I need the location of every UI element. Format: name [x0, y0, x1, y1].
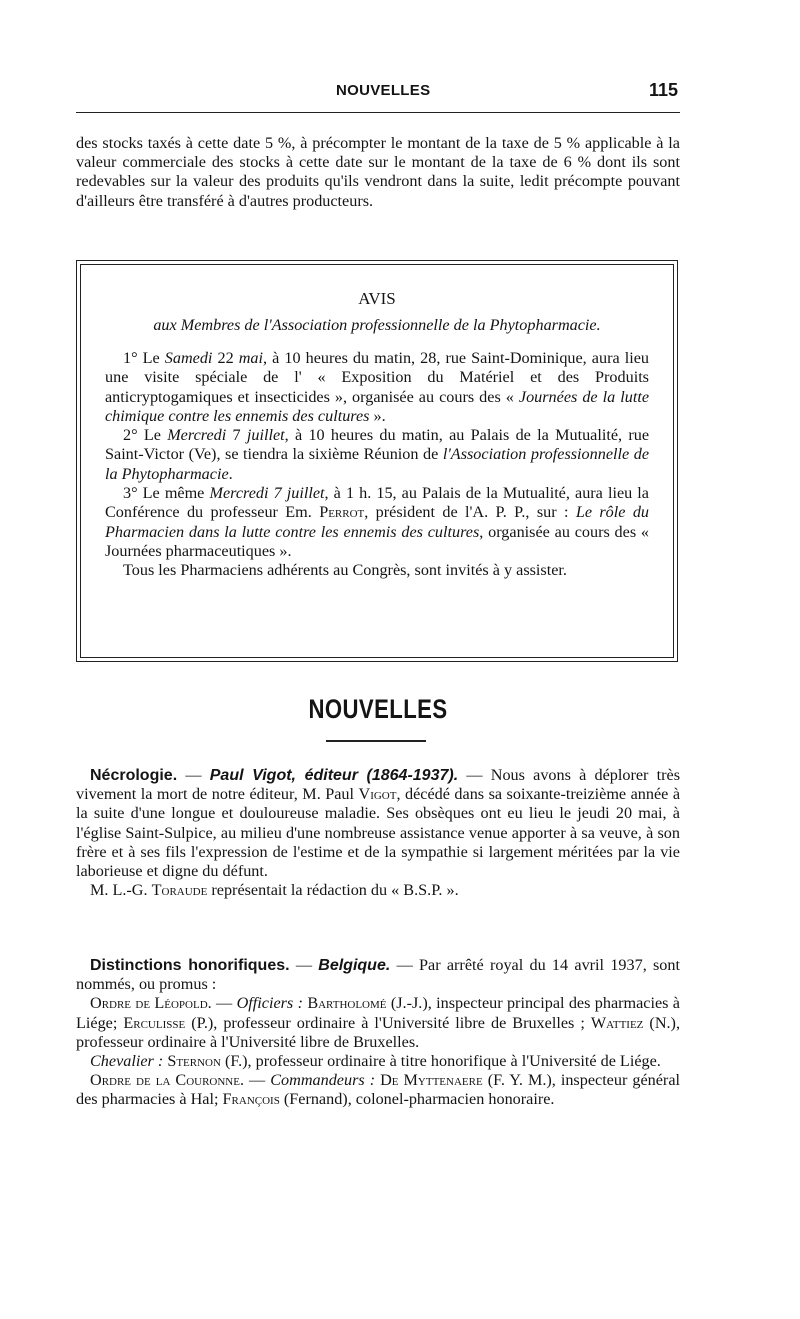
necrologie-signoff: M. L.-G. Toraude représentait la rédaction du « B.S.P. ». [90, 881, 459, 900]
section-title: NOUVELLES [308, 694, 448, 724]
header-rule [76, 112, 680, 113]
page-number: 115 [648, 80, 678, 100]
necrologie-heading: Paul Vigot, éditeur (1864-1937). [209, 767, 459, 784]
section-rule [326, 740, 426, 742]
avis-item-1: 1° Le Samedi 22 mai, à 10 heures du matin, 28, rue Saint-Dominique, aura lieu une visite spéciale de l' « Exposition du Matériel et des Produits anticryptogamiques et insecticides », organisée au cours des « Journées de la lutte chimique contre les ennemis des cultures ». [105, 349, 650, 425]
avis-item-3: 3° Le même Mercredi 7 juillet, à 1 h. 15, au Palais de la Mutualité, aura lieu la Conférence du professeur Em. Perrot, président de l'A. P. P., sur : Le rôle du Pharmacien dans la lutte contre les ennemis des cultures, organisée au cours des « Journées pharmaceutiques ». [105, 484, 650, 560]
avis-closing: Tous les Pharmaciens adhérents au Congrès, sont invités à y assister. [123, 561, 567, 580]
distinctions-country: Belgique. [318, 957, 391, 974]
necrologie-label: Nécrologie. [90, 767, 178, 784]
running-head-title: NOUVELLES [336, 82, 431, 99]
distinctions-intro: Distinctions honorifiques. — Belgique. — Par arrêté royal du 14 avril 1937, sont nommés, ou promus : [76, 956, 680, 994]
avis-box [76, 260, 678, 662]
ordre-leopold: Ordre de Léopold. — Officiers : Bartholomé (J.-J.), inspecteur principal des pharmacies à Liége; Erculisse (P.), professeur ordinaire à l'Université libre de Bruxelles ; Wattiez (N.), professeur ordinaire à l'Université libre de Bruxelles. [76, 994, 680, 1051]
necrologie-paragraph: Nécrologie. — Paul Vigot, éditeur (1864-1937). — Nous avons à déplorer très vivement la mort de notre éditeur, M. Paul Vigot, décédé dans sa soixante-treizième année à la suite d'une longue et douloureuse maladie. Ses obsèques ont eu lieu le jeudi 20 mai, à l'église Saint-Sulpice, au milieu d'une nombreuse assistance venue apporter à sa veuve, à son frère et à ses fils l'expression de l'estime et de la sympathie si largement méritées par la vie laborieuse et digne du défunt. [76, 766, 681, 881]
avis-box-inner [80, 264, 674, 658]
distinctions-section [76, 956, 680, 1110]
running-head [76, 80, 680, 102]
avis-item-2: 2° Le Mercredi 7 juillet, à 10 heures du matin, au Palais de la Mutualité, rue Saint-Victor (Ve), se tiendra la sixième Réunion de l'Association professionnelle de la Phytopharmacie. [105, 426, 650, 483]
continued-paragraph: des stocks taxés à cette date 5 %, à précompter le montant de la taxe de 5 % applicable à la valeur commerciale des stocks à cette date sur le montant de la taxe de 6 % dont ils sont redevables sur la valeur des produits qu'ils vendront dans la suite, ledit précompte pouvant d'ailleurs être transféré à d'autres producteurs. [76, 134, 680, 210]
necrologie-section [76, 766, 680, 900]
distinctions-label: Distinctions honorifiques. [90, 957, 290, 974]
avis-title: AVIS [358, 289, 396, 308]
avis-subtitle: aux Membres de l'Association professionnelle de la Phytopharmacie. [153, 316, 601, 334]
chevalier: Chevalier : Sternon (F.), professeur ordinaire à titre honorifique à l'Université de Liége. [90, 1052, 661, 1071]
ordre-couronne: Ordre de la Couronne. — Commandeurs : De Myttenaere (F. Y. M.), inspecteur général des pharmacies à Hal; François (Fernand), colonel-pharmacien honoraire. [76, 1071, 680, 1109]
